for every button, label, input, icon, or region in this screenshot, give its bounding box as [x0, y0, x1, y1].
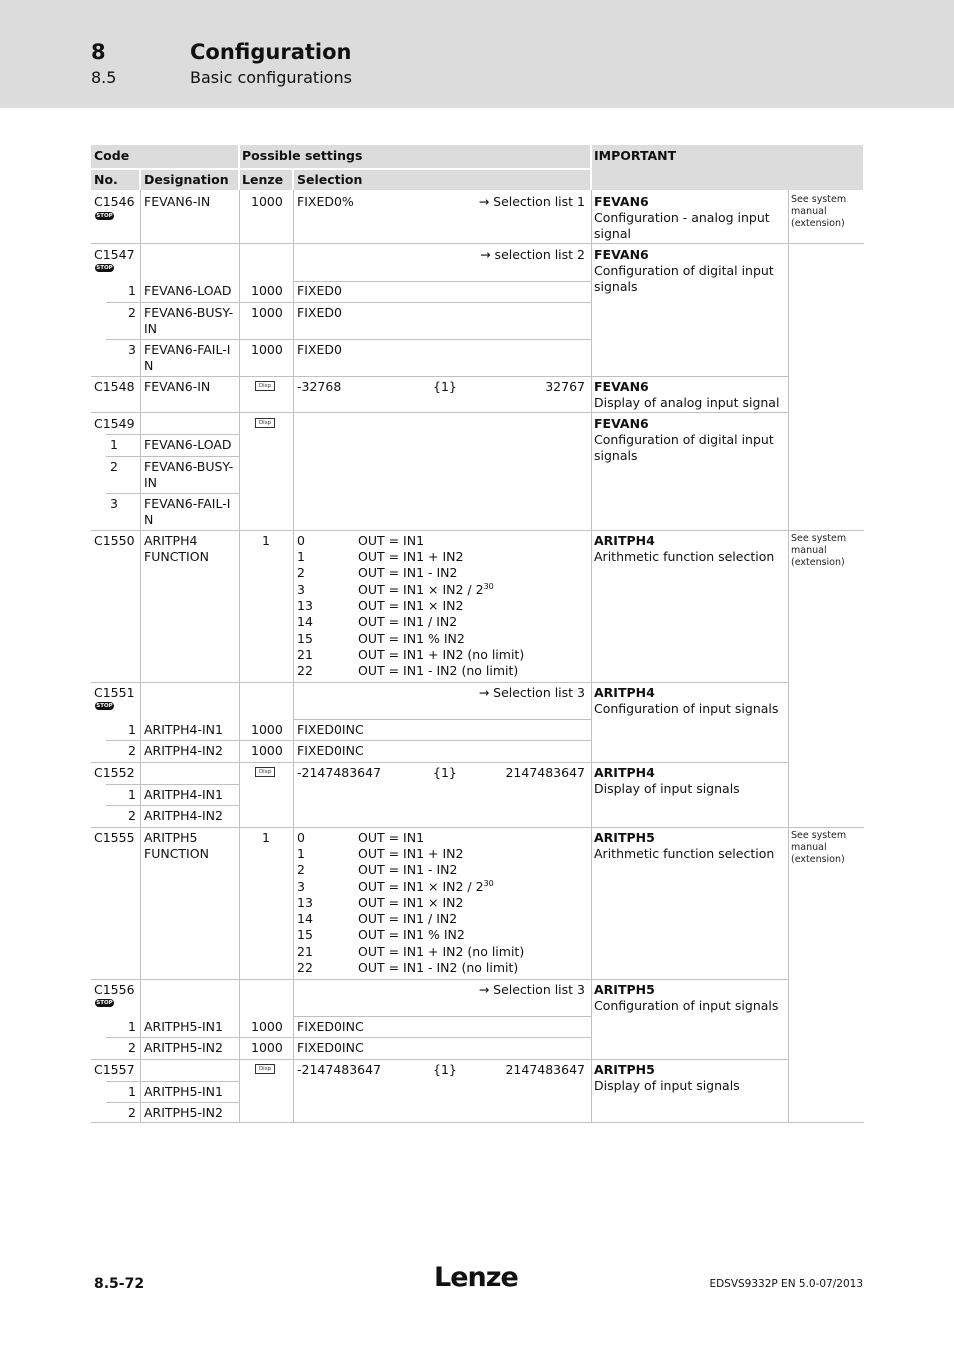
code-c1550: C1550 [94, 533, 135, 548]
row-rule [91, 762, 788, 763]
important-text: Configuration of digital input signals [594, 263, 774, 294]
selection-list-link: → selection list 2 [480, 247, 585, 262]
range-step: {1} [433, 1062, 457, 1077]
column-rule [788, 190, 789, 1123]
subcode-no: 1 [110, 437, 118, 452]
header-important: IMPORTANT [594, 148, 677, 163]
important-text: Configuration - analog input signal [594, 210, 770, 241]
designation: FEVAN6-IN [144, 194, 211, 209]
range-step: {1} [433, 765, 457, 780]
stop-icon: STOP [96, 1000, 113, 1006]
lenze-value: 1000 [251, 743, 283, 758]
selection-list-link: → Selection list 3 [478, 685, 585, 700]
function-formula: OUT = IN1 × IN2 / 2 [358, 582, 484, 597]
header-possible-settings: Possible settings [242, 148, 363, 163]
important-text: Configuration of input signals [594, 701, 779, 716]
code-c1549: C1549 [94, 416, 135, 431]
page-number: 8.5-72 [94, 1276, 145, 1292]
lenze-value: 1000 [251, 194, 283, 209]
selection-list-link: → Selection list 1 [478, 194, 585, 209]
subcode-no: 2 [128, 743, 136, 758]
function-text: OUT = IN1 - IN2 [358, 862, 458, 877]
display-icon: Disp [255, 418, 275, 428]
important-text: Display of input signals [594, 781, 740, 796]
row-rule [91, 682, 788, 683]
function-value: 14 [297, 614, 313, 629]
header-lenze: Lenze [242, 172, 284, 187]
row-rule [106, 1102, 239, 1103]
function-value: 13 [297, 895, 313, 910]
row-rule [106, 456, 239, 457]
row-rule [91, 827, 864, 828]
important-title: ARITPH4 [594, 765, 655, 780]
important-title: ARITPH4 [594, 685, 655, 700]
designation: FEVAN6-LOAD [144, 283, 232, 298]
lenze-value: 1000 [251, 283, 283, 298]
important-text: Display of analog input signal [594, 395, 780, 410]
subcode-no: 2 [110, 459, 118, 474]
subcode-no: 1 [128, 787, 136, 802]
subcode-no: 1 [128, 722, 136, 737]
selection-value: FIXED0% [297, 194, 354, 209]
designation: ARITPH4-IN2 [144, 743, 223, 758]
header-code: Code [94, 148, 130, 163]
display-icon: Disp [255, 381, 275, 391]
important-title: ARITPH4 [594, 533, 655, 548]
column-rule [293, 190, 294, 1123]
function-text: OUT = IN1 + IN2 (no limit) [358, 944, 525, 959]
header-designation: Designation [144, 172, 229, 187]
subcode-no: 2 [128, 1040, 136, 1055]
row-rule [91, 376, 788, 377]
subcode-no: 2 [128, 1105, 136, 1120]
designation: ARITPH4-IN1 [144, 722, 223, 737]
important-title: FEVAN6 [594, 379, 649, 394]
header-selection: Selection [297, 172, 363, 187]
manual-note: See system manual (extension) [791, 533, 847, 568]
selection-value: FIXED0 [297, 305, 342, 320]
row-rule [293, 1016, 591, 1017]
function-formula: OUT = IN1 × IN2 / 2 [358, 879, 484, 894]
important-text: Configuration of input signals [594, 998, 779, 1013]
function-value: 1 [297, 846, 305, 861]
function-value: 2 [297, 565, 305, 580]
row-rule [91, 1059, 788, 1060]
column-rule [591, 190, 592, 1123]
important-title: FEVAN6 [594, 194, 649, 209]
document-id: EDSVS9332P EN 5.0-07/2013 [709, 1278, 863, 1290]
designation: ARITPH4-IN1 [144, 787, 223, 802]
important-title: ARITPH5 [594, 982, 655, 997]
lenze-value: 1000 [251, 1040, 283, 1055]
function-text [358, 582, 494, 598]
important-text: Arithmetic function selection [594, 846, 775, 861]
function-text [358, 879, 494, 895]
selection-value: FIXED0 [297, 342, 342, 357]
chapter-title: Configuration [190, 40, 352, 64]
subcode-no: 2 [128, 305, 136, 320]
function-text: OUT = IN1 - IN2 (no limit) [358, 663, 519, 678]
row-rule [293, 281, 591, 282]
function-text: OUT = IN1 / IN2 [358, 614, 458, 629]
function-text: OUT = IN1 [358, 830, 425, 845]
row-rule [91, 979, 788, 980]
function-text: OUT = IN1 % IN2 [358, 631, 465, 646]
designation: FEVAN6-BUSY-IN [144, 305, 234, 336]
important-title: FEVAN6 [594, 247, 649, 262]
selection-list-link: → Selection list 3 [478, 982, 585, 997]
designation: FEVAN6-BUSY-IN [144, 459, 234, 490]
important-title: FEVAN6 [594, 416, 649, 431]
designation: ARITPH4 FUNCTION [144, 533, 209, 564]
range-max: 32767 [545, 379, 585, 394]
designation: ARITPH5-IN1 [144, 1019, 223, 1034]
selection-value: FIXED0INC [297, 1019, 364, 1034]
function-text: OUT = IN1 × IN2 [358, 895, 464, 910]
designation: ARITPH5 FUNCTION [144, 830, 209, 861]
function-value: 21 [297, 647, 313, 662]
designation: FEVAN6-FAIL-IN [144, 496, 231, 527]
important-text: Configuration of digital input signals [594, 432, 774, 463]
code-c1557: C1557 [94, 1062, 135, 1077]
lenze-value: 1000 [251, 342, 283, 357]
stop-icon: STOP [96, 703, 113, 709]
function-value: 13 [297, 598, 313, 613]
range-max: 2147483647 [505, 1062, 585, 1077]
display-icon: Disp [255, 767, 275, 777]
row-rule [106, 302, 591, 303]
code-c1547: C1547 [94, 247, 135, 262]
row-rule [106, 1081, 239, 1082]
manual-note: See system manual (extension) [791, 830, 847, 865]
lenze-logo: Lenze [434, 1262, 518, 1293]
function-value: 2 [297, 862, 305, 877]
subcode-no: 2 [128, 808, 136, 823]
subcode-no: 3 [128, 342, 136, 357]
row-rule [106, 493, 239, 494]
designation: FEVAN6-IN [144, 379, 211, 394]
range-min: -2147483647 [297, 765, 382, 780]
function-text: OUT = IN1 % IN2 [358, 927, 465, 942]
code-c1552: C1552 [94, 765, 135, 780]
designation: ARITPH4-IN2 [144, 808, 223, 823]
display-icon: Disp [255, 1064, 275, 1074]
function-value: 3 [297, 879, 305, 894]
selection-value: FIXED0 [297, 283, 342, 298]
function-value: 14 [297, 911, 313, 926]
row-rule [293, 719, 591, 720]
selection-value: FIXED0INC [297, 743, 364, 758]
row-rule [106, 339, 591, 340]
code-c1551: C1551 [94, 685, 135, 700]
function-value: 3 [297, 582, 305, 597]
lenze-value: 1000 [251, 722, 283, 737]
function-value: 22 [297, 960, 313, 975]
important-title: ARITPH5 [594, 1062, 655, 1077]
function-value: 15 [297, 927, 313, 942]
code-c1546: C1546 [94, 194, 135, 209]
row-rule [106, 434, 239, 435]
important-title: ARITPH5 [594, 830, 655, 845]
exponent: 30 [483, 581, 494, 591]
stop-icon: STOP [96, 265, 113, 271]
function-value: 0 [297, 830, 305, 845]
function-text: OUT = IN1 - IN2 [358, 565, 458, 580]
lenze-value: 1000 [251, 305, 283, 320]
section-title: Basic configurations [190, 68, 352, 87]
range-min: -32768 [297, 379, 342, 394]
function-text: OUT = IN1 [358, 533, 425, 548]
lenze-value: 1000 [251, 1019, 283, 1034]
row-rule [91, 1122, 864, 1123]
subcode-no: 3 [110, 496, 118, 511]
function-value: 21 [297, 944, 313, 959]
chapter-number: 8 [91, 40, 106, 64]
row-rule [106, 1037, 591, 1038]
stop-icon: STOP [96, 213, 113, 219]
range-step: {1} [433, 379, 457, 394]
function-value: 0 [297, 533, 305, 548]
row-rule [91, 530, 864, 531]
subcode-no: 1 [128, 1019, 136, 1034]
section-number: 8.5 [91, 68, 117, 87]
function-text: OUT = IN1 × IN2 [358, 598, 464, 613]
code-c1556: C1556 [94, 982, 135, 997]
code-c1555: C1555 [94, 830, 135, 845]
function-value: 15 [297, 631, 313, 646]
range-min: -2147483647 [297, 1062, 382, 1077]
important-text: Display of input signals [594, 1078, 740, 1093]
row-rule [91, 243, 864, 244]
column-rule [239, 190, 240, 1123]
important-text: Arithmetic function selection [594, 549, 775, 564]
selection-value: FIXED0INC [297, 1040, 364, 1055]
exponent: 30 [483, 878, 494, 888]
designation: FEVAN6-FAIL-IN [144, 342, 231, 373]
selection-value: FIXED0INC [297, 722, 364, 737]
header-band [0, 0, 954, 108]
manual-note: See system manual (extension) [791, 194, 847, 229]
lenze-value: 1 [262, 533, 270, 548]
function-text: OUT = IN1 / IN2 [358, 911, 458, 926]
header-no: No. [94, 172, 118, 187]
function-text: OUT = IN1 + IN2 [358, 846, 464, 861]
designation: ARITPH5-IN2 [144, 1040, 223, 1055]
column-rule [140, 190, 141, 1123]
subcode-no: 1 [128, 1084, 136, 1099]
row-rule [106, 784, 239, 785]
function-text: OUT = IN1 + IN2 [358, 549, 464, 564]
function-text: OUT = IN1 - IN2 (no limit) [358, 960, 519, 975]
row-rule [106, 805, 239, 806]
subcode-no: 1 [128, 283, 136, 298]
row-rule [91, 412, 788, 413]
function-value: 1 [297, 549, 305, 564]
designation: ARITPH5-IN2 [144, 1105, 223, 1120]
range-max: 2147483647 [505, 765, 585, 780]
code-c1548: C1548 [94, 379, 135, 394]
designation: ARITPH5-IN1 [144, 1084, 223, 1099]
function-text: OUT = IN1 + IN2 (no limit) [358, 647, 525, 662]
designation: FEVAN6-LOAD [144, 437, 232, 452]
row-rule [106, 740, 591, 741]
function-value: 22 [297, 663, 313, 678]
lenze-value: 1 [262, 830, 270, 845]
